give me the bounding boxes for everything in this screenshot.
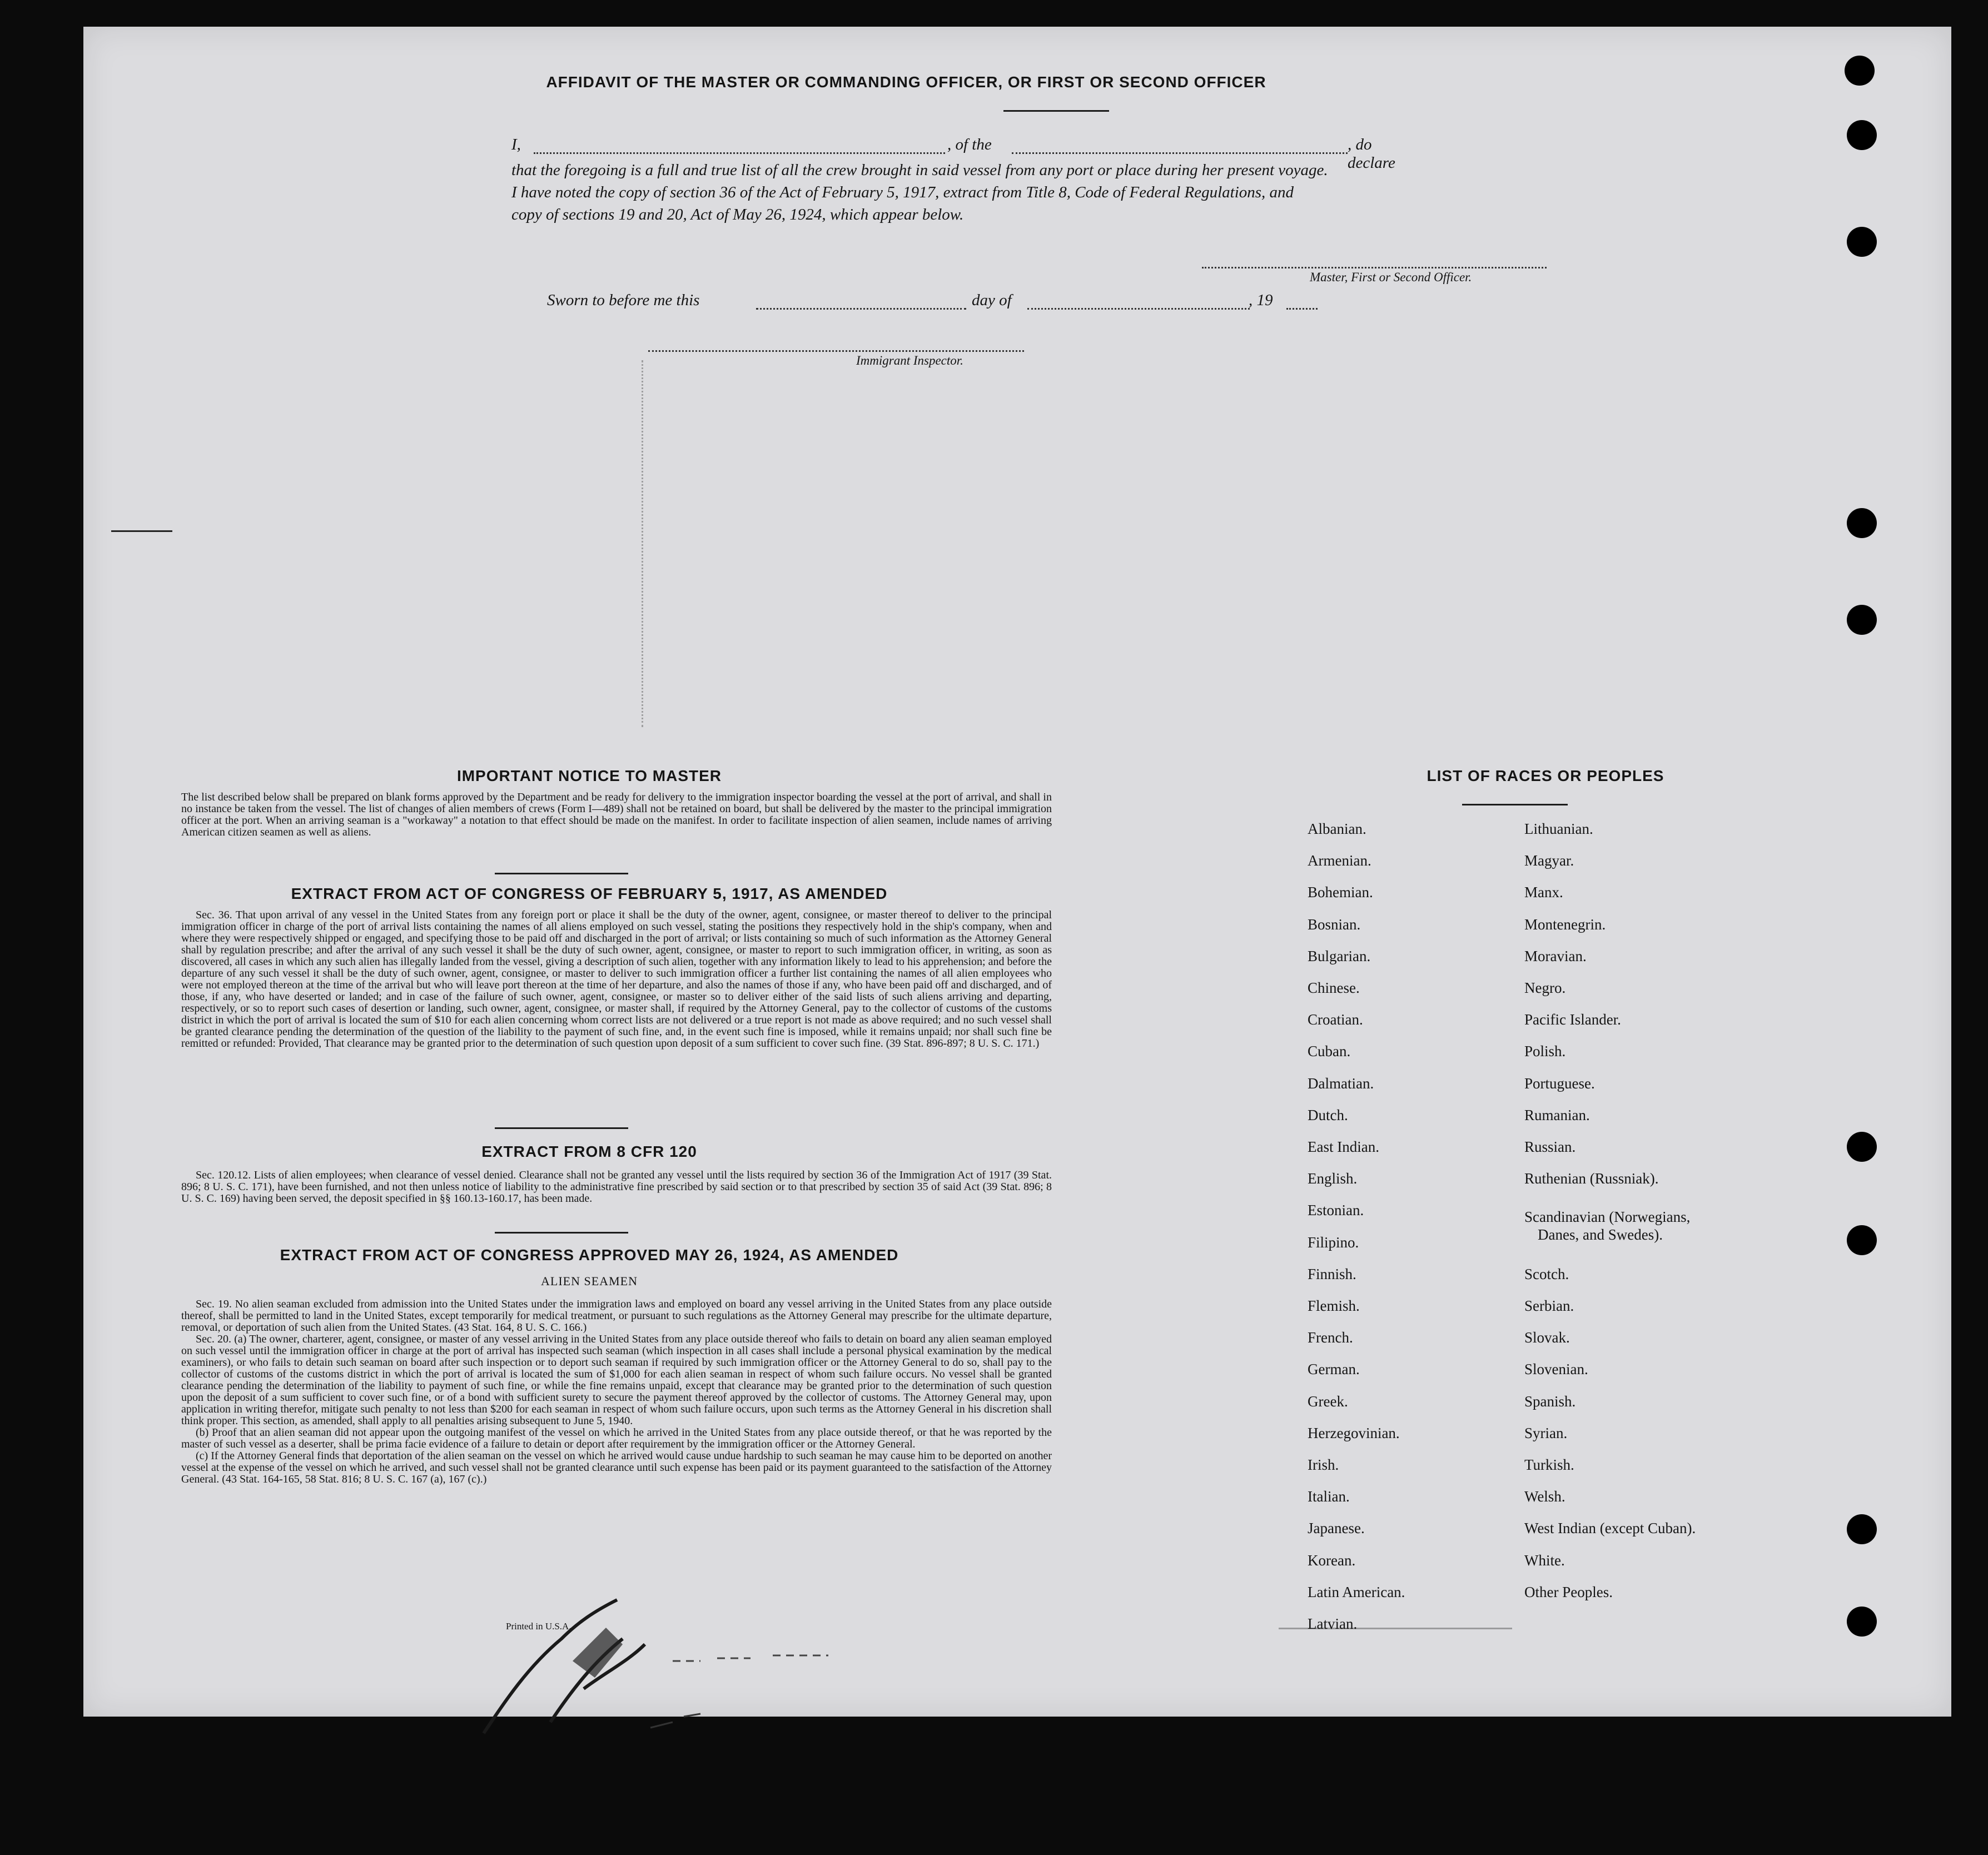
race-item: Manx. — [1524, 884, 1563, 901]
race-item: Irish. — [1308, 1456, 1339, 1473]
race-item: East Indian. — [1308, 1138, 1379, 1155]
declarant-label: I, — [511, 136, 521, 153]
race-item: Finnish. — [1308, 1265, 1356, 1282]
sworn-label: Sworn to before me this — [547, 291, 700, 309]
extract-1924-title: EXTRACT FROM ACT OF CONGRESS APPROVED MAY 26, 1924, AS AMENDED — [280, 1246, 899, 1264]
race-item: Rumanian. — [1524, 1106, 1590, 1123]
notice-title: IMPORTANT NOTICE TO MASTER — [456, 767, 722, 784]
document-page — [83, 27, 1951, 1717]
extract-1924-subtitle: ALIEN SEAMEN — [541, 1274, 638, 1288]
ink-scribble — [439, 1550, 839, 1750]
race-item: West Indian (except Cuban). — [1524, 1520, 1696, 1537]
section-20b-paragraph: (b) Proof that an alien seaman did not appear upon the outgoing manifest of the vessel on which he arrived in the United States from any place outside thereof, or that he was reported by the master of such vessel as a deserter, shall be prima facie evidence of a failure to detain or deport after requirement by the immigration officer or the Attorney General. — [181, 1426, 1052, 1450]
races-underline — [1462, 804, 1568, 805]
race-item: Turkish. — [1524, 1456, 1574, 1473]
race-item: Portuguese. — [1524, 1075, 1595, 1092]
race-item: Serbian. — [1524, 1297, 1574, 1314]
extract-1917-title: EXTRACT FROM ACT OF CONGRESS OF FEBRUARY 5, 1917, AS AMENDED — [291, 885, 888, 902]
race-item: Chinese. — [1308, 979, 1360, 996]
race-item: Flemish. — [1308, 1297, 1360, 1314]
race-item: Estonian. — [1308, 1202, 1364, 1219]
inspector-signature-field[interactable] — [648, 350, 1024, 352]
race-item: Ruthenian (Russniak). — [1524, 1170, 1659, 1187]
race-item: Negro. — [1524, 979, 1566, 996]
affidavit-title: AFFIDAVIT OF THE MASTER OR COMMANDING OFFICER, OR FIRST OR SECOND OFFICER — [546, 73, 1266, 91]
sworn-month-field[interactable] — [1027, 308, 1250, 310]
race-item: Albanian. — [1308, 820, 1366, 837]
race-item: Greek. — [1308, 1393, 1348, 1410]
race-item: Russian. — [1524, 1138, 1576, 1155]
race-item: Welsh. — [1524, 1488, 1565, 1505]
races-title: LIST OF RACES OR PEOPLES — [1427, 767, 1664, 784]
race-item: Dalmatian. — [1308, 1075, 1374, 1092]
affidavit-line-4: copy of sections 19 and 20, Act of May 26, 1924, which appear below. — [511, 206, 964, 223]
master-signature-field[interactable] — [1202, 267, 1547, 268]
master-signature-label: Master, First or Second Officer. — [1310, 270, 1472, 284]
extract-cfr-title: EXTRACT FROM 8 CFR 120 — [481, 1143, 697, 1160]
race-item: Lithuanian. — [1524, 820, 1593, 837]
race-item: Syrian. — [1524, 1424, 1568, 1441]
printed-in-usa: Printed in U.S.A. — [506, 1621, 571, 1632]
year-label: , 19 — [1249, 291, 1273, 309]
race-item: Scotch. — [1524, 1265, 1569, 1282]
race-item: Croatian. — [1308, 1011, 1363, 1028]
declarant-name-field[interactable] — [534, 152, 945, 154]
day-of-label: day of — [972, 291, 1012, 309]
punch-hole-icon — [1847, 605, 1877, 635]
inspector-signature-label: Immigrant Inspector. — [856, 354, 963, 367]
race-item: Filipino. — [1308, 1234, 1359, 1251]
sworn-day-field[interactable] — [756, 308, 966, 310]
extract-cfr-divider — [495, 1232, 628, 1234]
race-item: Slovenian. — [1524, 1361, 1588, 1378]
affidavit-line-2: that the foregoing is a full and true list of all the crew brought in said vessel from any port or place during her present voyage. — [511, 161, 1328, 179]
extract-1917-text: Sec. 36. That upon arrival of any vessel in the United States from any foreign port or place it shall be the duty of the owner, agent, consignee, or master thereof to deliver to the principal immigration officer in charge of the port of arrival lists containing the names of all aliens employed on such vessel, stating the positions they respectively hold in the ship's company, when and where they were respectively shipped or engaged, and specifying those to be paid off and discharged in the port of arrival; or lists containing so much of such information as the Attorney General shall by regulation prescribe; and after the arrival of any such vessel it shall be the duty of such owner, agent, consignee, or master to report to such immigration officer, in writing, as soon as discovered, all cases in which any such alien has illegally landed from the vessel, giving a description of such alien, together with any information likely to lead to his apprehension; and before the departure of any such vessel it shall be the duty of such owner, agent, consignee, or master to deliver to such immigration officer a further list containing the names of all alien employees who were not employed thereon at the time of the arrival but who will leave port thereon at the time of her departure, and also the names of those if any, who have been paid off and discharged, and of those, if any, who have deserted or landed; and in case of the failure of such owner, agent, consignee, or master so to deliver either of the said lists of such aliens arriving and departing, respectively, or so to report such cases of desertion or landing, such owner, agent, consignee, or master shall, if required by the Attorney General, pay to the collector of customs of the customs district in which the port of arrival is located the sum of $10 for each alien concerning whom correct lists are not delivered or a true report is not made as above required; and no such vessel shall be granted clearance pending the determination of the question of the liability to the payment of such fine, and, in the event such fine is imposed, while it remains unpaid; nor shall such fine be remitted or refunded: Provided, That clearance may be granted prior to the determination of such question upon deposit of a sum sufficient to cover such fine. (39 Stat. 896-897; 8 U. S. C. 171.) — [181, 909, 1052, 1050]
race-item: Latin American. — [1308, 1583, 1405, 1600]
race-item: Armenian. — [1308, 852, 1371, 869]
race-item: Spanish. — [1524, 1393, 1576, 1410]
punch-hole-icon — [1847, 1514, 1877, 1544]
race-item: Bohemian. — [1308, 884, 1373, 901]
punch-hole-icon — [1847, 1607, 1877, 1637]
notice-divider — [495, 873, 628, 874]
extract-1917-divider — [495, 1127, 628, 1129]
section-19-paragraph: Sec. 19. No alien seaman excluded from admission into the United States under the immigration laws and employed on board any vessel arriving in the United States from any place outside thereof, shall be permitted to land in the United States, except temporarily for medical treatment, or pursuant to such regulations as the Attorney General may prescribe for the ultimate departure, removal, or deportation of such alien from the United States. (43 Stat. 164, 8 U. S. C. 166.) — [181, 1298, 1052, 1334]
race-item: Slovak. — [1524, 1329, 1570, 1346]
declare-label: , do declare — [1348, 136, 1395, 172]
race-item: Italian. — [1308, 1488, 1350, 1505]
race-item: Other Peoples. — [1524, 1583, 1613, 1600]
race-item: Montenegrin. — [1524, 916, 1606, 933]
notice-text: The list described below shall be prepared on blank forms approved by the Department and be ready for delivery to the immigration inspector boarding the vessel at the port of arrival, and shall in no instance be taken from the vessel. The list of changes of alien members of crews (Form I—489) shall not be retained on board, but shall be delivered by the master to the principal immigration officer at the port. When an arriving seaman is a "workaway" a notation to that effect should be made on the manifest. In order to facilitate inspection of alien seamen, include names of arriving American citizen seamen as well as aliens. — [181, 791, 1052, 838]
punch-hole-icon — [1847, 1225, 1877, 1255]
race-item: Pacific Islander. — [1524, 1011, 1621, 1028]
race-item: Japanese. — [1308, 1520, 1365, 1537]
extract-cfr-text: Sec. 120.12. Lists of alien employees; when clearance of vessel denied. Clearance shall not be granted any vessel until the lists required by section 36 of the Immigration Act of 1917 (39 Stat. 896; 8 U. S. C. 171), have been furnished, and not then unless notice of liability to the administrative fine prescribed by said section or to that prescribed by section 35 of said Act (39 Stat. 896; 8 U. S. C. 169) having been served, the deposit specified in §§ 160.13-160.17, has been made. — [181, 1169, 1052, 1205]
vessel-label: , of the — [947, 136, 992, 153]
race-item: Herzegovinian. — [1308, 1424, 1400, 1441]
race-scandinavian-continued: Danes, and Swedes). — [1538, 1226, 1663, 1243]
punch-hole-icon — [1845, 56, 1875, 86]
race-item: French. — [1308, 1329, 1353, 1346]
race-item: Bulgarian. — [1308, 947, 1371, 964]
race-item: Polish. — [1524, 1043, 1566, 1060]
race-item: German. — [1308, 1361, 1360, 1378]
race-item: White. — [1524, 1551, 1565, 1569]
race-item: Korean. — [1308, 1551, 1356, 1569]
edge-mark — [111, 530, 172, 532]
punch-hole-icon — [1847, 1132, 1877, 1162]
extract-1924-text — [181, 1299, 1052, 1485]
race-item: Scandinavian (Norwegians, — [1524, 1208, 1691, 1225]
race-item: Bosnian. — [1308, 916, 1361, 933]
race-item: English. — [1308, 1170, 1358, 1187]
affidavit-line-3: I have noted the copy of section 36 of the Act of February 5, 1917, extract from Title 8, Code of Federal Regulations, and — [511, 183, 1294, 201]
race-item: Dutch. — [1308, 1106, 1348, 1123]
race-item: Magyar. — [1524, 852, 1574, 869]
race-item: Moravian. — [1524, 947, 1587, 964]
punch-hole-icon — [1847, 120, 1877, 150]
title-underline — [1003, 110, 1109, 112]
race-item: Latvian. — [1308, 1615, 1358, 1632]
section-20a-paragraph: Sec. 20. (a) The owner, charterer, agent, consignee, or master of any vessel arriving in the United States from any place outside thereof who fails to detain on board any alien seaman employed on such vessel until the immigration officer in charge at the port of arrival has inspected such seaman (which inspection in all cases shall include a personal physical examination by the medical examiners), or who fails to detain such seaman on board after such inspection or to deport such seaman if required by such immigration officer or the Attorney General to do so, shall pay to the collector of customs of the customs district in which the port of arrival is located the sum of $1,000 for each alien seaman in respect of whom such failure occurs. No vessel shall be granted clearance pending the determination of the liability to payment of such fine, or while the fine remains unpaid, except that clearance may be granted prior to the determination of such question upon the deposit of a sum sufficient to cover such fine, or of a bond with sufficient surety to secure the payment thereof approved by the collector of customs. The Attorney General may, upon application in writing therefor, mitigate such penalty to not less than $200 for each seaman in respect of whom such failure occurs, upon such terms as the Attorney General in his discretion shall think proper. This section, as amended, shall apply to all penalties arising subsequent to June 5, 1940. — [181, 1333, 1052, 1427]
faint-dot-column — [642, 360, 643, 727]
race-item: Cuban. — [1308, 1043, 1351, 1060]
sworn-year-field[interactable] — [1286, 308, 1318, 310]
vessel-name-field[interactable] — [1012, 152, 1348, 154]
section-20c-paragraph: (c) If the Attorney General finds that deportation of the alien seaman on the vessel on which he arrived would cause undue hardship to such seaman he may cause him to be deported on another vessel at the expense of the vessel on which he arrived, and such vessel shall not be granted clearance until such expense has been paid or its payment guaranteed to the satisfaction of the Attorney General. (43 Stat. 164-165, 58 Stat. 816; 8 U. S. C. 167 (a), 167 (c).) — [181, 1450, 1052, 1485]
punch-hole-icon — [1847, 227, 1877, 257]
punch-hole-icon — [1847, 508, 1877, 538]
sworn-line — [547, 291, 1414, 314]
